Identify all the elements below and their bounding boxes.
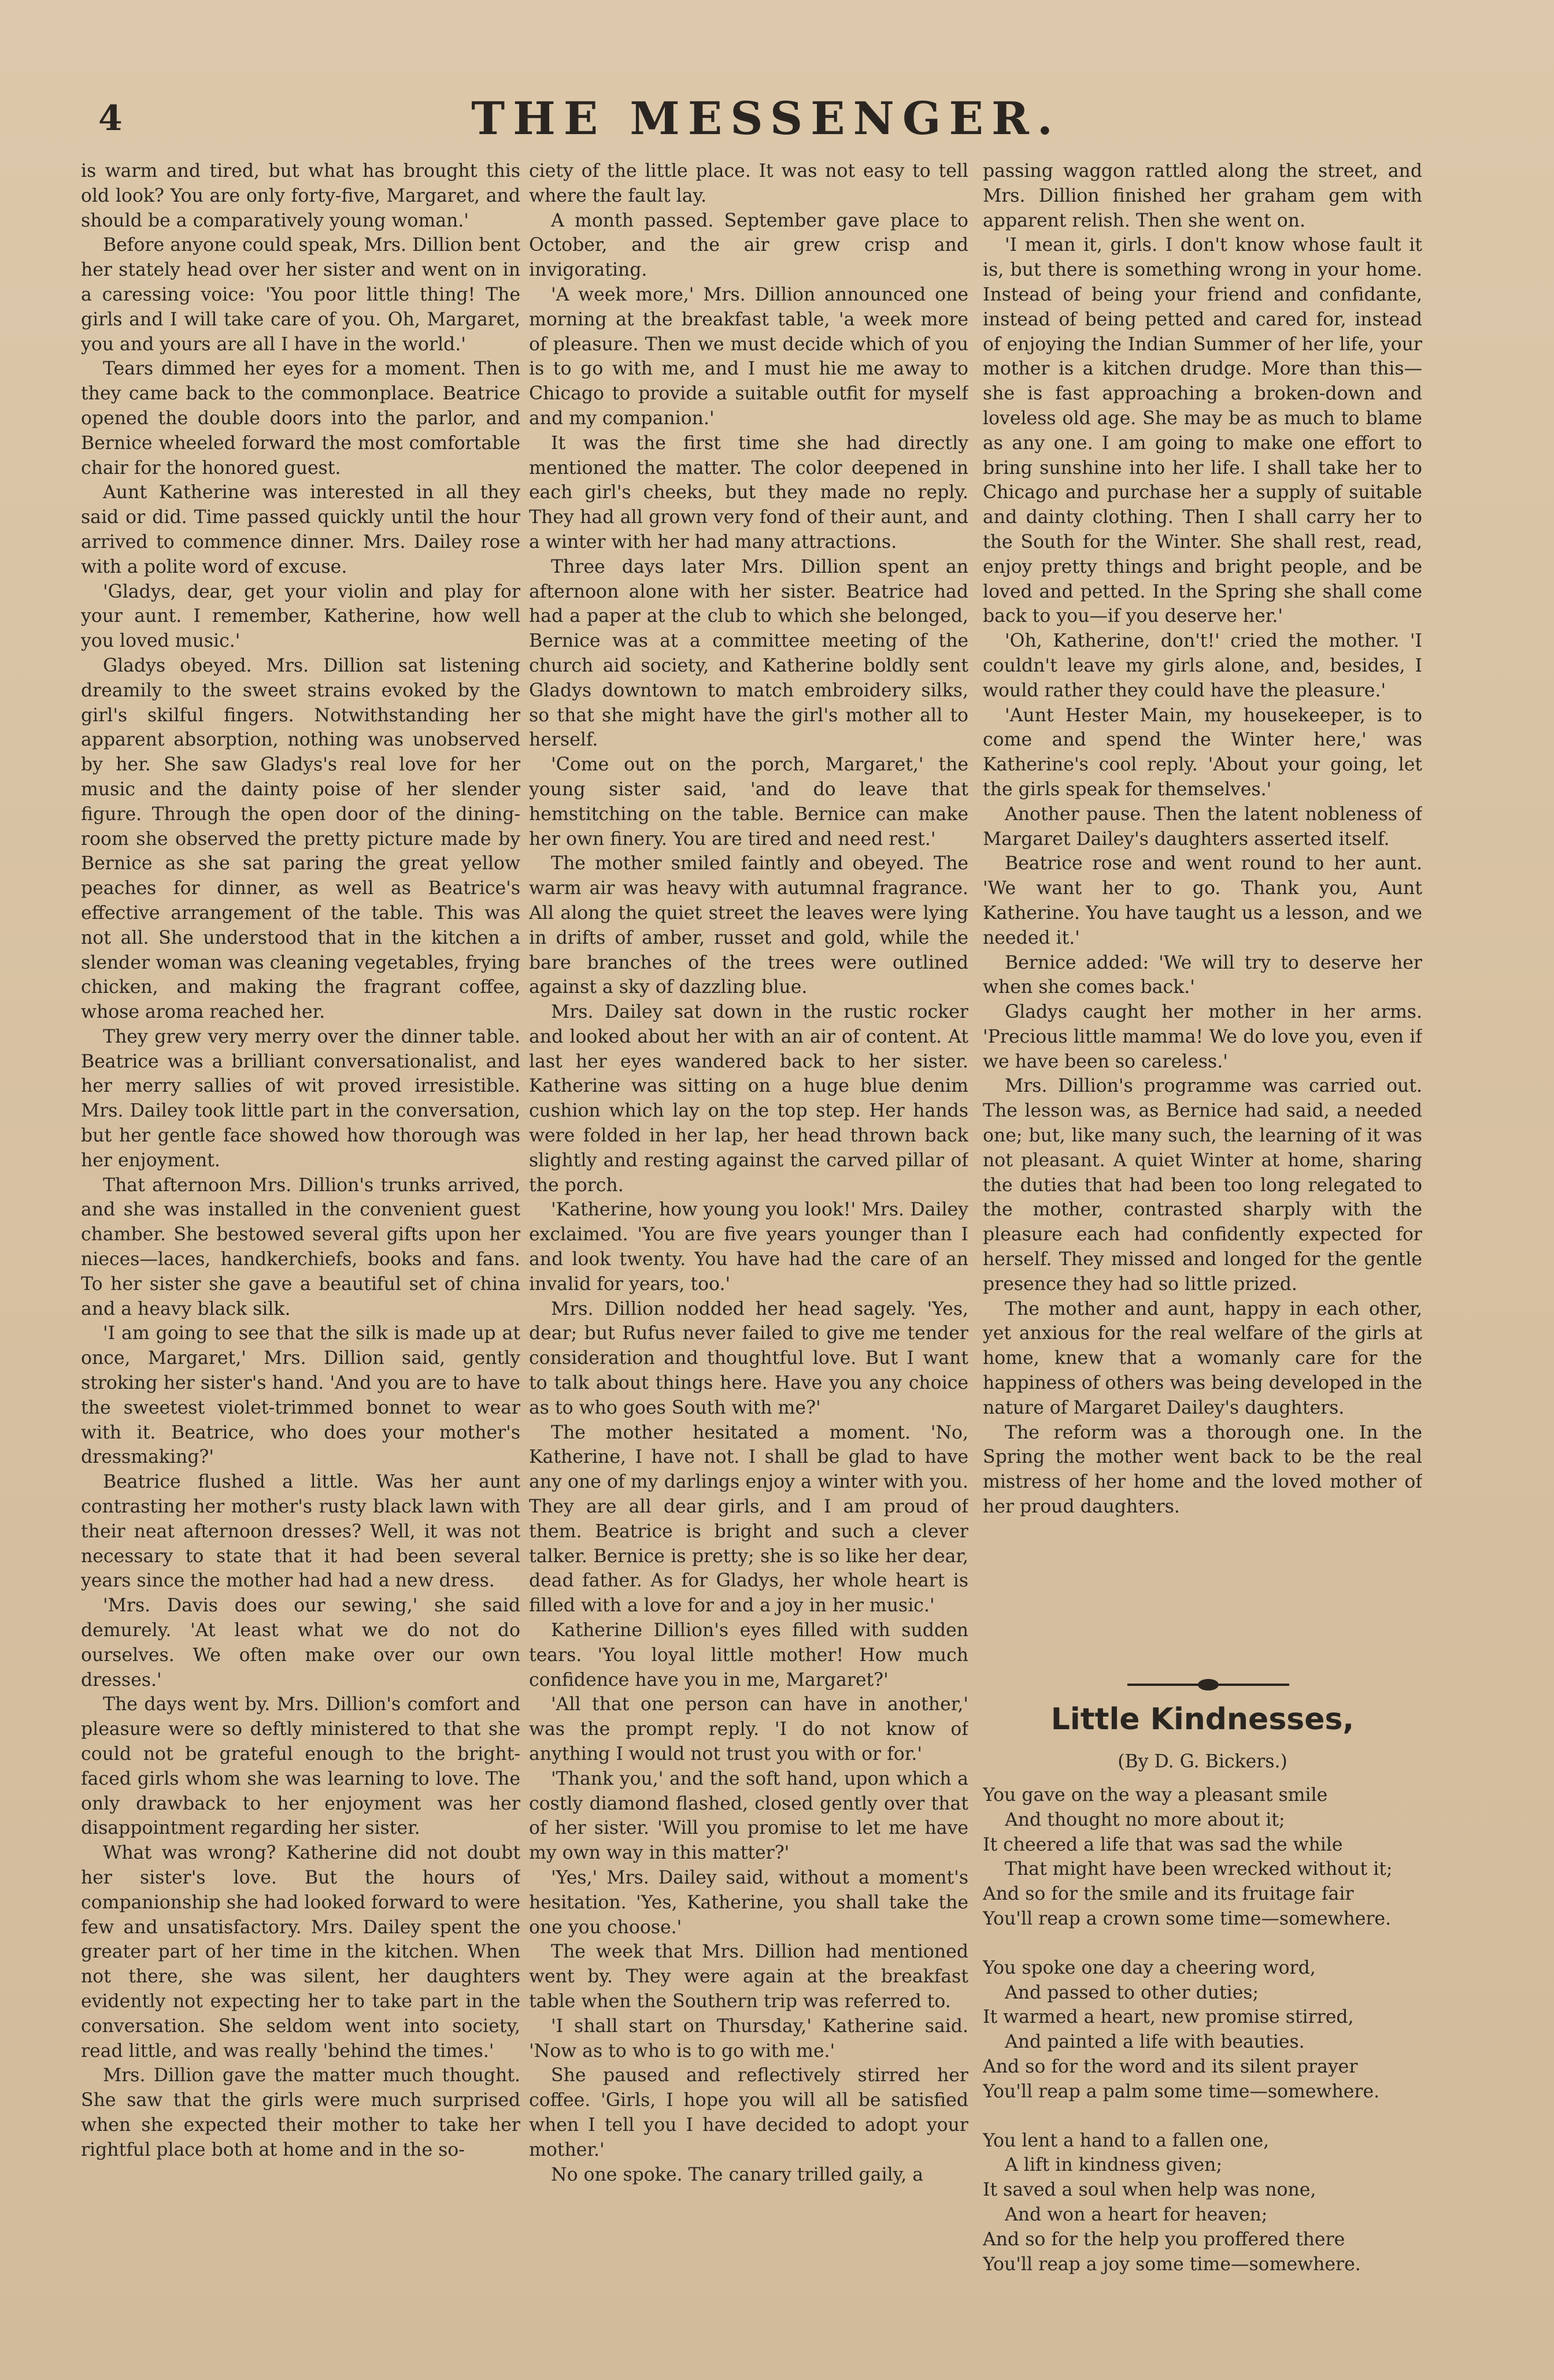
paragraph: 'Thank you,' and the soft hand, upon which a costly diamond flashed, closed gently over that of her sister. 'Will you promise to let me have my own way in this matter?'	[529, 1768, 968, 1864]
poem-line: And passed to other duties;	[1005, 1982, 1259, 2003]
paragraph: Mrs. Dillion nodded her head sagely. 'Yes, dear; but Rufus never failed to give me tender consideration and thoughtful love. But I want to talk about things here. Have you any choice as to who goes South with me?'	[529, 1298, 968, 1418]
poem-line: And painted a life with beauties.	[1005, 2031, 1305, 2053]
poem-stanza	[983, 2129, 1434, 2277]
paragraph: A month passed. September gave place to October, and the air grew crisp and invigorating.	[529, 210, 968, 281]
paragraph: Before anyone could speak, Mrs. Dillion bent her stately head over her sister and went on in a caressing voice: 'You poor little thing! The girls and I will take care of you. Oh, Margaret, you and yours are all I have in the world.'	[81, 235, 520, 355]
poem-line: You spoke one day a cheering word,	[983, 1957, 1316, 1978]
poem-line: It saved a soul when help was none,	[983, 2179, 1316, 2201]
paragraph: Beatrice flushed a little. Was her aunt contrasting her mother's rusty black lawn with their neat afternoon dresses? Well, it was not necessary to state that it had been several years since the mother had had a new dress.	[81, 1471, 520, 1592]
paragraph: 'Mrs. Davis does our sewing,' she said demurely. 'At least what we do not do ourselves. We often make over our own dresses.'	[81, 1595, 520, 1691]
paragraph: 'Come out on the porch, Margaret,' the young sister said, 'and do leave that hemstitching on the table. Bernice can make her own finery. You are tired and need rest.'	[529, 754, 968, 850]
paragraph: passing waggon rattled along the street, and Mrs. Dillion finished her graham gem with apparent relish. Then she went on.	[983, 161, 1422, 231]
paragraph: 'I shall start on Thursday,' Katherine said. 'Now as to who is to go with me.'	[529, 2015, 968, 2062]
paragraph: Three days later Mrs. Dillion spent an afternoon alone with her sister. Beatrice had had a paper at the club to which she belonged, Bernice was at a committee meeting of the church aid society, and Katherine boldly sent Gladys downtown to match embroidery silks, so that she might have the girl's mother all to herself.	[529, 556, 968, 751]
poem-line: That might have been wrecked without it;	[1005, 1859, 1393, 1880]
paragraph: Aunt Katherine was interested in all they said or did. Time passed quickly until the hour arrived to commence dinner. Mrs. Dailey rose with a polite word of excuse.	[81, 482, 520, 577]
article-column-3	[983, 159, 1422, 1662]
article-column-1	[81, 159, 520, 2355]
paragraph: 'Yes,' Mrs. Dailey said, without a moment's hesitation. 'Yes, Katherine, you shall take the one you choose.'	[529, 1867, 968, 1938]
poem-line: And so for the word and its silent prayer	[983, 2056, 1358, 2077]
poem-line: It warmed a heart, new promise stirred,	[983, 2007, 1354, 2028]
poem-line: And so for the smile and its fruitage fair	[983, 1884, 1354, 1905]
paragraph: Gladys caught her mother in her arms. 'Precious little mamma! We do love you, even if we have been so careless.'	[983, 1002, 1422, 1072]
paragraph: The days went by. Mrs. Dillion's comfort and pleasure were so deftly ministered to that she could not be grateful enough to the bright-faced girls whom she was learning to love. The only drawback to her enjoyment was her disappointment regarding her sister.	[81, 1694, 520, 1839]
paragraph: Another pause. Then the latent nobleness of Margaret Dailey's daughters asserted itself.	[983, 803, 1422, 850]
poem-title: Little Kindnesses,	[1050, 1702, 1355, 1737]
paragraph: 'Oh, Katherine, don't!' cried the mother. 'I couldn't leave my girls alone, and, besides, I would rather they could have the pleasure.'	[983, 631, 1422, 701]
paragraph: The reform was a thorough one. In the Spring the mother went back to be the real mistress of her home and the loved mother of her proud daughters.	[983, 1422, 1422, 1518]
paragraph: 'A week more,' Mrs. Dillion announced one morning at the breakfast table, 'a week more of pleasure. Then we must decide which of you is to go with me, and I must hie me away to Chicago to provide a suitable outfit for myself and my companion.'	[529, 284, 968, 429]
masthead	[87, 92, 1445, 150]
paragraph: Katherine Dillion's eyes filled with sudden tears. 'You loyal little mother! How much confidence have you in me, Margaret?'	[529, 1620, 968, 1691]
poem-stanza	[983, 1783, 1434, 1932]
paragraph: It was the first time she had directly mentioned the matter. The color deepened in each girl's cheeks, but they made no reply. They had all grown very fond of their aunt, and a winter with her had many attractions.	[529, 432, 968, 553]
paragraph: Bernice added: 'We will try to deserve her when she comes back.'	[983, 952, 1422, 998]
paragraph: is warm and tired, but what has brought this old look? You are only forty-five, Margaret, and should be a comparatively young woman.'	[81, 161, 520, 231]
poem-line: It cheered a life that was sad the while	[983, 1834, 1343, 1855]
divider-ornament	[1198, 1679, 1219, 1691]
paragraph: No one spoke. The canary trilled gaily, a	[551, 2164, 924, 2185]
poem-line: A lift in kindness given;	[1005, 2155, 1223, 2176]
paragraph: She paused and reflectively stirred her coffee. 'Girls, I hope you will all be satisfied when I tell you I have decided to adopt your mother.'	[529, 2065, 968, 2160]
paragraph: 'Aunt Hester Main, my housekeeper, is to come and spend the Winter here,' was Katherine's cool reply. 'About your going, let the girls speak for themselves.'	[983, 705, 1422, 800]
paragraph: The week that Mrs. Dillion had mentioned went by. They were again at the breakfast table when the Southern trip was referred to.	[529, 1941, 968, 2012]
poem-body	[983, 1783, 1434, 2361]
paragraph: Mrs. Dillion's programme was carried out. The lesson was, as Bernice had said, a needed one; but, like many such, the learning of it was not pleasant. A quiet Winter at home, sharing the duties that had been too long relegated to the mother, contrasted sharply with the pleasure each had confidently expected for herself. They missed and longed for the gentle presence they had so little prized.	[983, 1076, 1422, 1295]
page-number: 4	[98, 98, 123, 139]
paragraph: That afternoon Mrs. Dillion's trunks arrived, and she was installed in the convenient guest chamber. She bestowed several gifts upon her nieces—laces, handkerchiefs, books and fans. To her sister she gave a beautiful set of china and a heavy black silk.	[81, 1174, 520, 1319]
paragraph: 'Gladys, dear, get your violin and play for your aunt. I remember, Katherine, how well you loved music.'	[81, 581, 520, 652]
poem-line: You'll reap a palm some time—somewhere.	[983, 2081, 1380, 2102]
poem-byline: (By D. G. Bickers.)	[1118, 1751, 1287, 1772]
poem-stanza	[983, 1956, 1434, 2104]
paragraph: The mother and aunt, happy in each other, yet anxious for the real welfare of the girls at home, knew that a womanly care for the happiness of others was being developed in the nature of Margaret Dailey's daughters.	[983, 1298, 1422, 1418]
paragraph: They grew very merry over the dinner table. Beatrice was a brilliant conversationalist, and her merry sallies of wit proved irresistible. Mrs. Dailey took little part in the conversation, but her gentle face showed how thorough was her enjoyment.	[81, 1026, 520, 1171]
article-column-2	[529, 159, 968, 2355]
paragraph: 'I mean it, girls. I don't know whose fault it is, but there is something wrong in your home. Instead of being your friend and confidante, instead of being petted and cared for, instead of enjoying the Indian Summer of her life, your mother is a kitchen drudge. More than this—she is fast approaching a broken-down and loveless old age. She may be as much to blame as any one. I am going to make one effort to bring sunshine into her life. I shall take her to Chicago and purchase her a supply of suitable and dainty clothing. Then I shall carry her to the South for the Winter. She shall rest, read, enjoy pretty things and bright people, and be loved and petted. In the Spring she shall come back to you—if you deserve her.'	[983, 235, 1422, 627]
paragraph: The mother smiled faintly and obeyed. The warm air was heavy with autumnal fragrance. All along the quiet street the leaves were lying in drifts of amber, russet and gold, while the bare branches of the trees were outlined against a sky of dazzling blue.	[529, 853, 968, 998]
poem-line: You'll reap a joy some time—somewhere.	[983, 2253, 1361, 2275]
paragraph: Gladys obeyed. Mrs. Dillion sat listening dreamily to the sweet strains evoked by the girl's skilful fingers. Notwithstanding her apparent absorption, nothing was unobserved by her. She saw Gladys's real love for her music and the dainty poise of her slender figure. Through the open door of the dining-room she observed the pretty picture made by Bernice as she sat paring the great yellow peaches for dinner, as well as Beatrice's effective arrangement of the table. This was not all. She understood that in the kitchen a slender woman was cleaning vegetables, frying chicken, and making the fragrant coffee, whose aroma reached her.	[81, 655, 520, 1023]
poem-line: And thought no more about it;	[1005, 1809, 1285, 1830]
paragraph: Mrs. Dillion gave the matter much thought. She saw that the girls were much surprised when she expected their mother to take her rightful place both at home and in the so-	[81, 2065, 520, 2160]
poem-line: You'll reap a crown some time—somewhere.	[983, 1908, 1392, 1929]
poem-line: And won a heart for heaven;	[1005, 2204, 1268, 2225]
paragraph: 'I am going to see that the silk is made up at once, Margaret,' Mrs. Dillion said, gently stroking her sister's hand. 'And you are to have the sweetest violet-trimmed bonnet to wear with it. Beatrice, who does your mother's dressmaking?'	[81, 1323, 520, 1468]
paragraph: Beatrice rose and went round to her aunt. 'We want her to go. Thank you, Aunt Katherine. You have taught us a lesson, and we needed it.'	[983, 853, 1422, 948]
paragraph: Mrs. Dailey sat down in the rustic rocker and looked about her with an air of content. At last her eyes wandered back to her sister. Katherine was sitting on a huge blue denim cushion which lay on the top step. Her hands were folded in her lap, her head thrown back slightly and resting against the carved pillar of the porch.	[529, 1002, 968, 1196]
poem-line: You gave on the way a pleasant smile	[983, 1785, 1328, 1806]
paragraph: 'All that one person can have in another,' was the prompt reply. 'I do not know of anything I would not trust you with or for.'	[529, 1694, 968, 1764]
paragraph: What was wrong? Katherine did not doubt her sister's love. But the hours of companionship she had looked forward to were few and unsatisfactory. Mrs. Dailey spent the greater part of her time in the kitchen. When not there, she was silent, her daughters evidently not expecting her to take part in the conversation. She seldom went into society, read little, and was really 'behind the times.'	[81, 1843, 520, 2062]
poem-line: And so for the help you proffered there	[983, 2229, 1345, 2250]
newspaper-title: THE MESSENGER.	[471, 92, 1061, 145]
paragraph: 'Katherine, how young you look!' Mrs. Dailey exclaimed. 'You are five years younger than I and look twenty. You have had the care of an invalid for years, too.'	[529, 1199, 968, 1295]
paragraph: ciety of the little place. It was not easy to tell where the fault lay.	[529, 161, 968, 206]
poem-line: You lent a hand to a fallen one,	[983, 2130, 1270, 2151]
paragraph: Tears dimmed her eyes for a moment. Then they came back to the commonplace. Beatrice opened the double doors into the parlor, and Bernice wheeled forward the most comfortable chair for the honored guest.	[81, 358, 520, 479]
paragraph: The mother hesitated a moment. 'No, Katherine, I have not. I shall be glad to have any one of my darlings enjoy a winter with you. They are all dear girls, and I am proud of them. Beatrice is bright and such a clever talker. Bernice is pretty; she is so like her dear, dead father. As for Gladys, her whole heart is filled with a love for and a joy in her music.'	[529, 1422, 968, 1617]
